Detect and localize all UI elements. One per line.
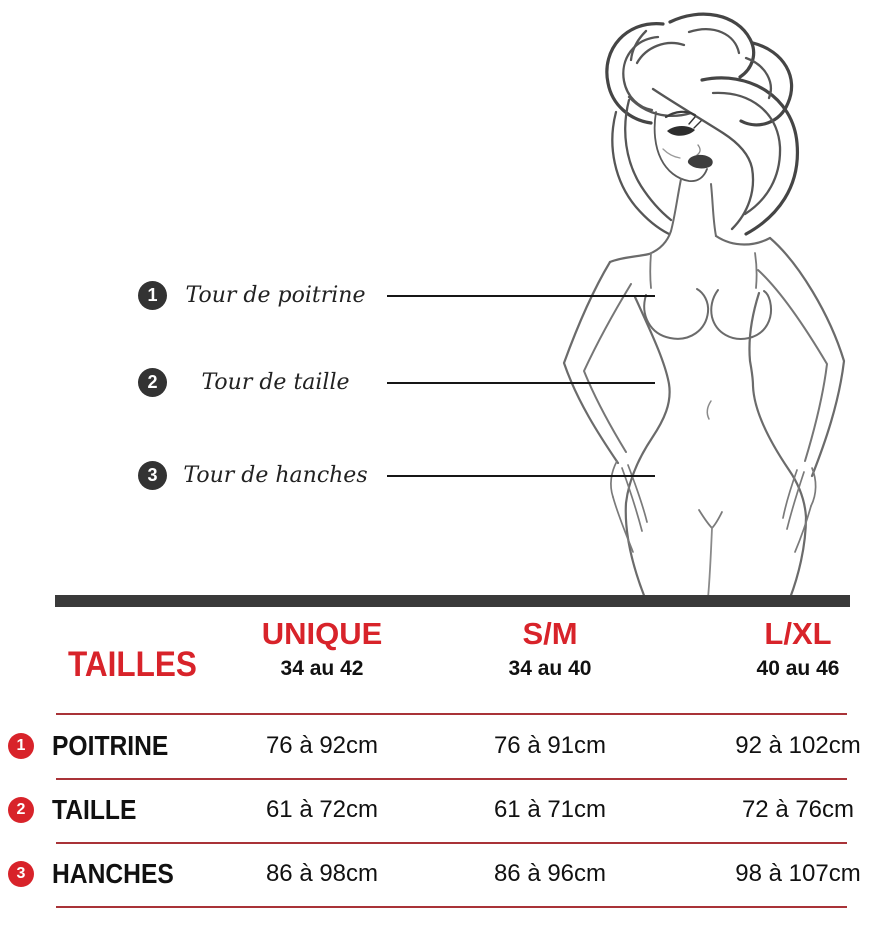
measurement-label: Tour de taille: [201, 370, 350, 395]
row-separator: [56, 842, 847, 844]
table-divider-bar: [55, 595, 850, 607]
column-size-range: 34 au 40: [508, 657, 592, 680]
measurement-pointer-line: [387, 382, 655, 384]
cell-value: 76 à 91cm: [493, 732, 607, 759]
measurement-pointer-line: [387, 475, 655, 477]
table-row-taille: [0, 794, 889, 826]
cell-value: 61 à 71cm: [493, 796, 607, 823]
column-size-range: 40 au 46: [756, 657, 840, 680]
row-number-badge: 1: [8, 733, 34, 759]
row-label: TAILLE: [52, 794, 137, 825]
cell-value: 76 à 92cm: [265, 732, 379, 759]
column-header-lxl: L/XL: [764, 616, 832, 651]
row-number-badge: 3: [8, 861, 34, 887]
row-label: HANCHES: [52, 858, 174, 889]
row-separator: [56, 778, 847, 780]
measurement-pointer-line: [387, 295, 655, 297]
cell-value: 92 à 102cm: [735, 732, 861, 759]
table-row-hanches: [0, 858, 889, 890]
cell-value: 86 à 96cm: [493, 860, 607, 887]
table-title: TAILLES: [68, 645, 197, 684]
column-header-sm: S/M: [522, 616, 578, 651]
measurement-label: Tour de hanches: [183, 463, 368, 488]
column-size-range: 34 au 42: [280, 657, 364, 680]
cell-value: 61 à 72cm: [265, 796, 379, 823]
measurement-number-badge: 2: [138, 368, 167, 397]
measurement-label: Tour de poitrine: [185, 283, 366, 308]
row-label: POITRINE: [52, 730, 169, 761]
row-separator: [56, 713, 847, 715]
column-header-unique: UNIQUE: [261, 616, 383, 651]
cell-value: 86 à 98cm: [265, 860, 379, 887]
measurement-number-badge: 3: [138, 461, 167, 490]
cell-value: 98 à 107cm: [735, 860, 861, 887]
cell-value: 72 à 76cm: [741, 796, 855, 823]
table-row-poitrine: [0, 730, 889, 762]
row-separator: [56, 906, 847, 908]
row-number-badge: 2: [8, 797, 34, 823]
measurement-number-badge: 1: [138, 281, 167, 310]
